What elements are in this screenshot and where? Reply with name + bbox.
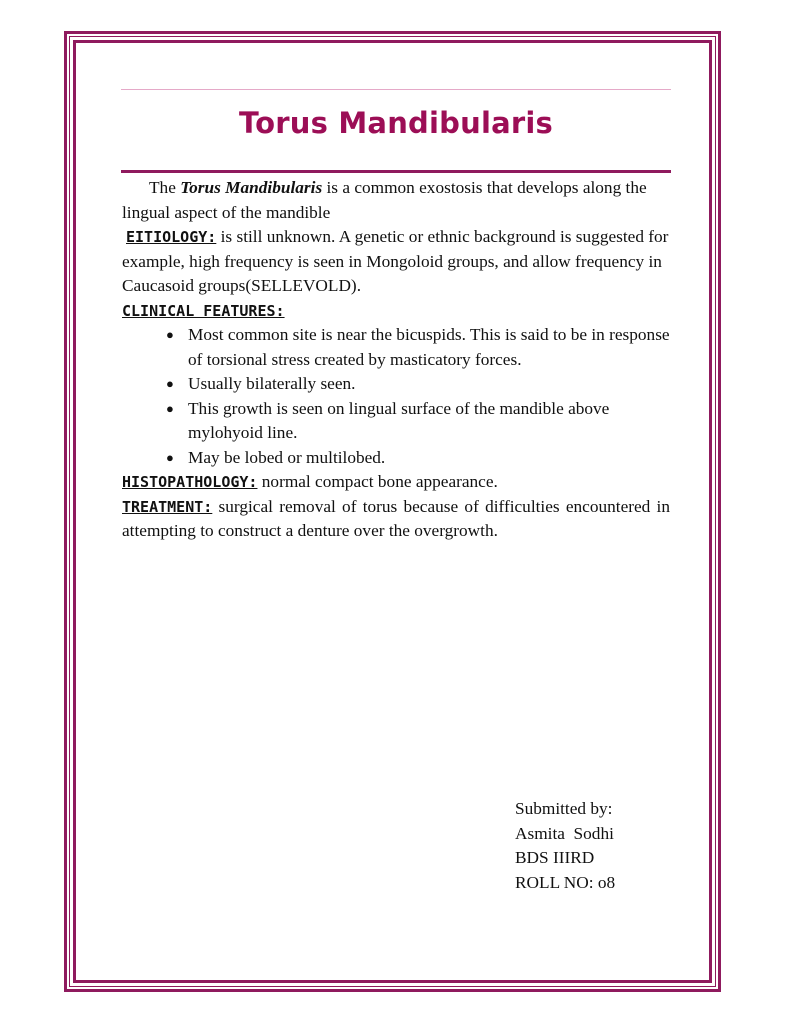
bullet-icon: ● xyxy=(166,400,174,416)
intro-term: Torus Mandibularis xyxy=(180,178,323,197)
submitted-label: Submitted by: xyxy=(515,799,613,818)
clinical-features-list xyxy=(122,323,670,470)
histopathology-paragraph xyxy=(122,470,670,495)
treatment-heading: TREATMENT: xyxy=(122,497,213,516)
etiology-heading: EITIOLOGY: xyxy=(126,228,217,246)
bullet-icon: ● xyxy=(166,327,174,342)
histopathology-heading: HISTOPATHOLOGY: xyxy=(122,473,258,491)
treatment-paragraph xyxy=(122,495,670,544)
header-rule xyxy=(121,89,671,90)
list-item xyxy=(166,323,670,372)
histopathology-text: normal compact bone appearance. xyxy=(257,472,498,491)
bullet-icon: ● xyxy=(166,449,174,465)
etiology-text: is still unknown. A genetic or ethnic background is suggested for example, high frequency is seen in Mongoloid groups, and allow frequency in Caucasoid groups(SELLEVOLD). xyxy=(122,227,669,295)
list-item-text: Most common site is near the bicuspids. This is said to be in response of torsional stress created by masticatory forces. xyxy=(188,325,670,369)
submitter-name: Asmita Sodhi xyxy=(515,823,614,843)
submitter-course: BDS IIIRD xyxy=(515,848,595,867)
treatment-text: surgical removal of torus because of difficulties encountered in attempting to construct a denture over the overgrowth. xyxy=(122,496,670,540)
list-item-text: Usually bilaterally seen. xyxy=(188,374,356,393)
intro-rest: is a common exostosis that develops along the lingual aspect of the mandible xyxy=(122,178,647,222)
intro-lead: The xyxy=(149,178,181,197)
list-item xyxy=(166,397,670,446)
document-body xyxy=(122,176,670,544)
title-underline-rule xyxy=(121,170,671,173)
clinical-heading: CLINICAL FEATURES: xyxy=(122,301,285,320)
list-item-text: May be lobed or multilobed. xyxy=(188,447,386,467)
bullet-icon: ● xyxy=(166,376,174,391)
etiology-paragraph xyxy=(122,225,670,299)
intro-paragraph xyxy=(122,176,670,225)
page-title: Torus Mandibularis xyxy=(239,106,553,140)
clinical-heading-line xyxy=(122,299,670,324)
submitter-roll: ROLL NO: o8 xyxy=(515,872,616,892)
submission-block xyxy=(515,797,615,895)
list-item xyxy=(166,372,670,397)
list-item-text: This growth is seen on lingual surface of the mandible above mylohyoid line. xyxy=(188,398,610,442)
list-item xyxy=(166,446,670,471)
